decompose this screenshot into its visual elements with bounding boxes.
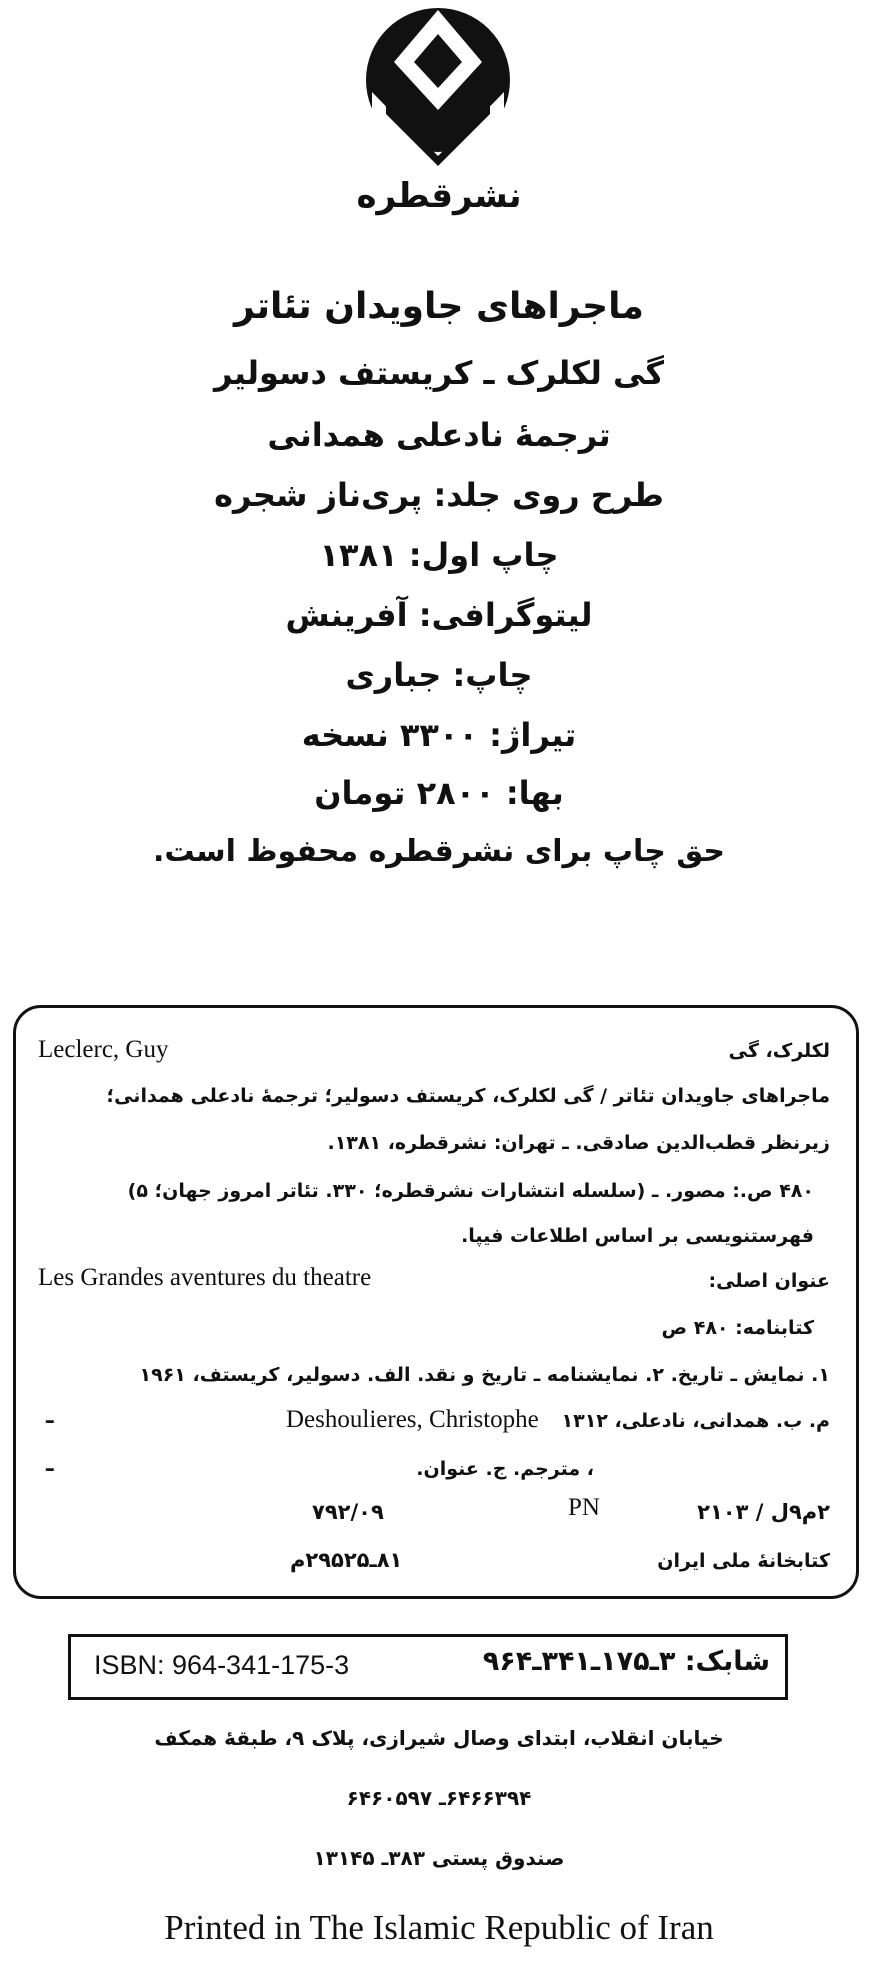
printed-in-note: Printed in The Islamic Republic of Iran	[164, 1908, 714, 1947]
catalog-dash-2: ـ	[46, 1452, 54, 1477]
catalog-ddc: ۷۹۲/۰۹	[312, 1500, 384, 1524]
publisher-name: نشرقطره	[356, 176, 522, 216]
catalog-coauthor-latin: Deshoulieres, Christophe	[286, 1406, 539, 1433]
catalog-fipa-note: فهرستنویسی بر اساس اطلاعات فیپا.	[461, 1225, 814, 1247]
publisher-po-box: صندوق پستی ۳۸۳ـ ۱۳۱۴۵	[313, 1846, 565, 1870]
catalog-lcc: ۲م۹ل / ۲۱۰۳	[697, 1500, 830, 1524]
book-translator: ترجمهٔ نادعلی همدانی	[267, 416, 611, 454]
book-circulation: تیراژ: ۳۳۰۰ نسخه	[301, 716, 577, 754]
copyright-notice: حق چاپ برای نشرقطره محفوظ است.	[152, 834, 725, 869]
book-authors: گی لکلرک ـ کریستف دسولیر	[213, 354, 665, 392]
publisher-address: خیابان انقلاب، ابتدای وصال شیرازی، پلاک ۹، طبقهٔ همکف	[154, 1726, 724, 1750]
catalog-coauthor-fa: م. ب. همدانی، نادعلی، ۱۳۱۲	[561, 1410, 830, 1432]
catalog-imprint-line: زیرنظر قطب‌الدین صادقی. ـ تهران: نشرقطره، ۱۳۸۱.	[327, 1132, 830, 1154]
book-printing: چاپ: جباری	[345, 656, 533, 694]
catalog-lcc-latin: PN	[568, 1494, 600, 1521]
catalog-subjects-line: ۱. نمایش ـ تاریخ. ۲. نمایشنامه ـ تاریخ و نقد. الف. دسولیر، کریستف، ۱۹۶۱	[139, 1364, 830, 1386]
book-lithography: لیتوگرافی: آفرینش	[285, 596, 593, 634]
catalog-national-number: ۸۱ـ۲۹۵۲۵م	[290, 1548, 403, 1572]
catalog-author-fa: لکلرک، گی	[728, 1040, 830, 1062]
catalog-author-latin: Leclerc, Guy	[38, 1036, 169, 1063]
publisher-phones: ۶۴۶۶۳۹۴ـ ۶۴۶۰۵۹۷	[346, 1786, 532, 1810]
catalog-original-title: Les Grandes aventures du theatre	[38, 1264, 372, 1291]
catalog-series-line: ۴۸۰ ص.: مصور. ـ (سلسله انتشارات نشرقطره؛ ۳۳۰. تئاتر امروز جهان؛ ۵)	[127, 1180, 814, 1202]
catalog-dash-1: ـ	[46, 1404, 54, 1429]
book-edition: چاپ اول: ۱۳۸۱	[319, 536, 559, 574]
catalog-bibliography: کتابنامه: ۴۸۰ ص	[661, 1317, 814, 1339]
book-cover-design: طرح روی جلد: پری‌ناز شجره	[214, 476, 664, 514]
book-title: ماجراهای جاویدان تئاتر	[234, 286, 644, 327]
isbn-latin: ISBN: 964-341-175-3	[94, 1650, 350, 1680]
book-price: بها: ۲۸۰۰ تومان	[314, 774, 564, 812]
catalog-library-name: کتابخانهٔ ملی ایران	[657, 1550, 830, 1572]
catalog-title-line: ماجراهای جاویدان تئاتر / گی لکلرک، کریستف دسولیر؛ ترجمهٔ نادعلی همدانی؛	[106, 1085, 830, 1107]
catalog-original-title-label: عنوان اصلی:	[708, 1270, 830, 1292]
isbn-fa: شابک: ۳ـ۱۷۵ـ۳۴۱ـ۹۶۴	[482, 1646, 770, 1677]
catalog-translator-line: ، مترجم. ج. عنوان.	[416, 1458, 594, 1480]
publisher-logo-icon	[364, 0, 512, 185]
